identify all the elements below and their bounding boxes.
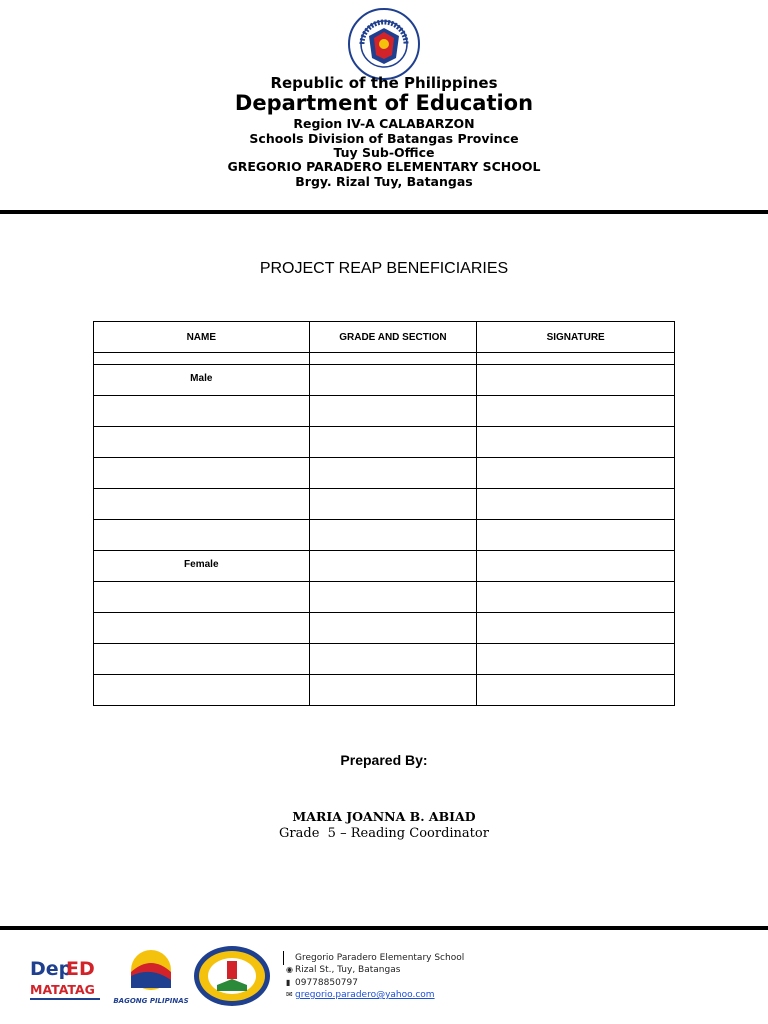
table-row xyxy=(94,675,675,706)
contact-address xyxy=(286,965,400,975)
contact-school-name: Gregorio Paradero Elementary School xyxy=(295,953,465,963)
division-line: Schools Division of Batangas Province xyxy=(249,131,519,146)
table-row xyxy=(94,520,675,551)
deped-seal-icon xyxy=(344,8,424,80)
republic-heading: Republic of the Philippines xyxy=(270,74,498,92)
beneficiaries-table xyxy=(93,321,675,706)
department-heading: Department of Education xyxy=(234,91,534,115)
table-row xyxy=(94,613,675,644)
prepared-by-label: Prepared By: xyxy=(340,752,428,768)
table-row xyxy=(94,644,675,675)
contact-address-text: Rizal St., Tuy, Batangas xyxy=(295,965,401,975)
col-header-signature: SIGNATURE xyxy=(477,322,675,353)
school-line: GREGORIO PARADERO ELEMENTARY SCHOOL xyxy=(227,159,541,174)
deped-matatag-logo xyxy=(28,950,106,1008)
svg-text:ED: ED xyxy=(66,958,95,980)
col-header-grade-section: GRADE AND SECTION xyxy=(309,322,477,353)
footer-divider xyxy=(0,926,768,930)
region-line: Region IV-A CALABARZON xyxy=(293,116,475,131)
mail-icon: ✉ xyxy=(286,990,293,999)
table-row-female xyxy=(94,551,675,582)
male-label: Male xyxy=(94,365,310,396)
svg-text:MATATAG: MATATAG xyxy=(30,982,95,997)
school-seal-icon xyxy=(193,945,271,1007)
table-row xyxy=(94,396,675,427)
table-row xyxy=(94,582,675,613)
table-row xyxy=(94,489,675,520)
bagong-pilipinas-logo xyxy=(113,946,189,1008)
footer-separator xyxy=(283,951,284,965)
location-pin-icon: ◉ xyxy=(286,965,293,974)
contact-email xyxy=(286,990,435,1000)
header-divider xyxy=(0,210,768,214)
phone-icon: ▮ xyxy=(286,978,291,987)
address-line: Brgy. Rizal Tuy, Batangas xyxy=(295,174,473,189)
contact-email-link[interactable]: gregorio.paradero@yahoo.com xyxy=(295,990,435,1000)
suboffice-line: Tuy Sub-Office xyxy=(333,145,435,160)
preparer-name: MARIA JOANNA B. ABIAD xyxy=(292,809,476,824)
table-row xyxy=(94,353,675,365)
svg-text:Dep: Dep xyxy=(30,958,73,980)
table-row xyxy=(94,427,675,458)
table-row-male xyxy=(94,365,675,396)
table-row xyxy=(94,458,675,489)
table-header-row xyxy=(94,322,675,353)
page-title: PROJECT REAP BENEFICIARIES xyxy=(259,260,509,277)
svg-text:BAGONG PILIPINAS: BAGONG PILIPINAS xyxy=(113,997,189,1005)
col-header-name: NAME xyxy=(94,322,310,353)
contact-phone-text: 09778850797 xyxy=(295,978,358,988)
female-label: Female xyxy=(94,551,310,582)
contact-phone xyxy=(286,978,358,988)
preparer-role: Grade 5 – Reading Coordinator xyxy=(279,826,489,841)
